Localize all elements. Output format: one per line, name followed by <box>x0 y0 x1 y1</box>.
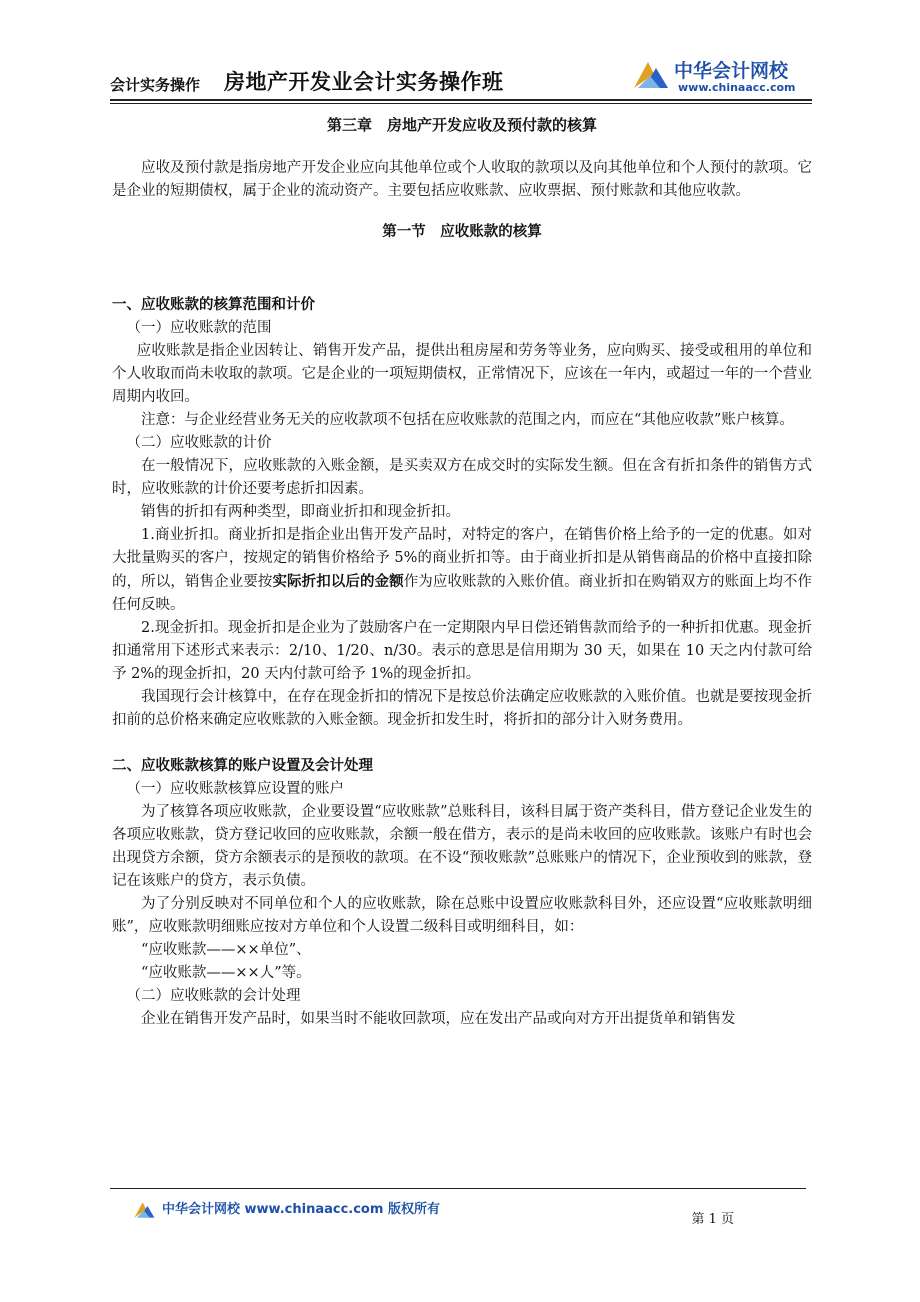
page-footer <box>132 1198 806 1227</box>
subheading-1-1: （一）应收账款的范围 <box>126 320 272 336</box>
page-number: 第 1 页 <box>691 1212 734 1227</box>
site-logo <box>632 52 812 98</box>
header-rule-thin <box>110 103 812 104</box>
document-body <box>112 114 812 1031</box>
header-category: 会计实务操作 <box>110 76 201 94</box>
paragraph-cash-discount: 2.现金折扣。现金折扣是企业为了鼓励客户在一定期限内早日偿还销售款而给予的一种折扣优惠。现金折扣通常用下述形式来表示：2/10、1/20、n/30。表示的意思是信用期为 30 天，如果在 10 天之内付款可给予 2%的现金折扣，20 天内付款可给予 1%的现金折扣。 <box>112 620 812 682</box>
logo-mark-icon <box>132 1200 158 1220</box>
logo-url: www.chinaacc.com <box>678 81 796 94</box>
list-item: “应收账款——××人”等。 <box>141 965 311 981</box>
footer-brand-text: 中华会计网校 www.chinaacc.com 版权所有 <box>162 1202 440 1217</box>
header-rule <box>110 99 812 101</box>
subheading-2-2: （二）应收账款的会计处理 <box>126 988 301 1004</box>
logo-mark-icon <box>632 58 672 92</box>
paragraph: 企业在销售开发产品时，如果当时不能收回款项，应在发出产品或向对方开出提货单和销售发 <box>141 1011 736 1027</box>
footer-rule <box>110 1188 806 1189</box>
paragraph: 销售的折扣有两种类型，即商业折扣和现金折扣。 <box>141 504 460 520</box>
spacer <box>112 732 812 755</box>
paragraph: 在一般情况下，应收账款的入账金额，是买卖双方在成交时的实际发生额。但在含有折扣条件的销售方式时，应收账款的计价还要考虑折扣因素。 <box>112 458 812 497</box>
subheading-1-2: （二）应收账款的计价 <box>126 435 272 451</box>
intro-paragraph: 应收及预付款是指房地产开发企业应向其他单位或个人收取的款项以及向其他单位和个人预付的款项。它是企业的短期债权，属于企业的流动资产。主要包括应收账款、应收票据、预付账款和其他应收款。 <box>112 160 812 199</box>
paragraph: 为了核算各项应收账款，企业要设置“应收账款”总账科目，该科目属于资产类科目，借方登记企业发生的各项应收账款，贷方登记收回的应收账款，余额一般在借方，表示的是尚未收回的应收账款。该账户有时也会出现贷方余额，贷方余额表示的是预收的款项。在不设“预收账款”总账账户的情况下，企业预收到的账款，登记在该账户的贷方，表示负债。 <box>112 804 812 889</box>
list-item: “应收账款——××单位”、 <box>141 942 311 958</box>
paragraph: 应收账款是指企业因转让、销售开发产品，提供出租房屋和劳务等业务，应向购买、接受或租用的单位和个人收取而尚未收取的款项。它是企业的一项短期债权，正常情况下，应该在一年内，或超过一年的一个营业周期内收回。 <box>112 343 812 405</box>
paragraph: 我国现行会计核算中，在存在现金折扣的情况下是按总价法确定应收账款的入账价值。也就是要按现金折扣前的总价格来确定应收账款的入账金额。现金折扣发生时，将折扣的部分计入财务费用。 <box>112 689 812 728</box>
paragraph-commercial-discount <box>112 524 812 617</box>
note-paragraph: 注意：与企业经营业务无关的应收款项不包括在应收账款的范围之内，而应在“其他应收款”账户核算。 <box>141 412 794 428</box>
page-header <box>110 52 812 98</box>
header-course-title: 房地产开发业会计实务操作班 <box>224 70 504 94</box>
section-title: 第一节 应收账款的核算 <box>382 224 542 240</box>
heading-2: 二、应收账款核算的账户设置及会计处理 <box>112 758 373 774</box>
subheading-2-1: （一）应收账款核算应设置的账户 <box>126 781 344 797</box>
text: 作为应收账款的入账价值。商业折扣在购销双方的账面上均不作任何反映。 <box>112 574 812 613</box>
chapter-title: 第三章 房地产开发应收及预付款的核算 <box>326 116 597 134</box>
bold-text: 实际折扣以后的金额 <box>272 573 404 590</box>
text: 1.商业折扣。商业折扣是指企业出售开发产品时，对特定的客户，在销售价格上给予的一定的优惠。如对大批量购买的客户，按规定的销售价格给予 5%的商业折扣等。由于商业折扣是从销售商品的价格中直接扣除的，所以，销售企业要按 <box>112 527 812 590</box>
heading-1: 一、应收账款的核算范围和计价 <box>112 297 315 313</box>
paragraph: 为了分别反映对不同单位和个人的应收账款，除在总账中设置应收账款科目外，还应设置“应收账款明细账”，应收账款明细账应按对方单位和个人设置二级科目或明细科目，如： <box>112 896 812 935</box>
logo-text: 中华会计网校 <box>674 60 789 82</box>
footer-brand <box>132 1198 440 1220</box>
